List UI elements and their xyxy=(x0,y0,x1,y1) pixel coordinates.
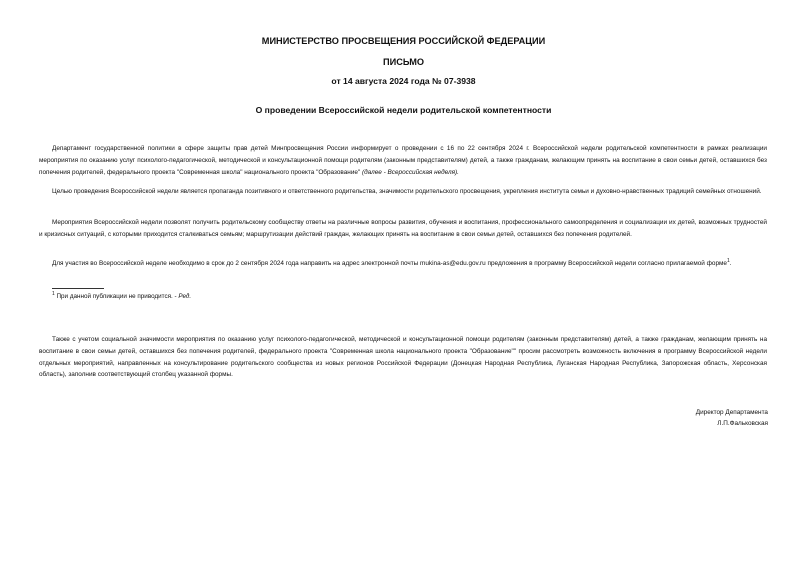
footnote-marker: 1 xyxy=(52,290,55,297)
footnote-text: При данной публикации не приводится. - xyxy=(56,293,177,300)
footnote-reference: 1 xyxy=(726,257,730,264)
footnote-divider xyxy=(52,288,104,289)
paragraph-4-end: . xyxy=(729,260,732,267)
document-subject: О проведении Всероссийской недели родительской компетентности xyxy=(255,105,552,115)
paragraph-1-text: Департамент государственной политики в сфере защиты прав детей Минпросвещения России информирует о проведении с 16 по 22 сентября 2024 г. Всероссийской недели родительской компетентности в рамках реализации мероприятия по оказанию услуг психолого-педагогической, методической и консультационной помощи родителям (законным представителям) детей, а также гражданам, желающим принять на воспитание в свои семьи детей, оставшихся без попечения родителей, федерального проекта "Современная школа" национального проекта "Образование" xyxy=(39,145,767,176)
paragraph-4-text: Для участия во Всероссийской неделе необходимо в срок до 2 сентября 2024 года направить на адрес электронной почты mukina-as@edu.gov.ru предложения в программу Всероссийской недели согласно прилагаемой форме xyxy=(52,260,727,267)
paragraph-2: Целью проведения Всероссийской недели является пропаганда позитивного и ответственного родительства, значимости родительского просвещения, укрепления института семьи и духовно-нравственных традиций семейных отношений. xyxy=(52,188,762,195)
paragraph-5: Также с учетом социальной значимости мероприятия по оказанию услуг психолого-педагогической, методической и консультационной помощи родителям (законным представителям) детей, а также гражданам, желающим принять на воспитание в свои семьи детей, оставшихся без попечения родителей, федерального проекта "Современная школа национального проекта "Образование"" просим рассмотреть возможность включения в программу Всероссийской недели отдельных мероприятий, направленных на консультирование родительского сообщества из новых регионов Российской Федерации (Донецкая Народная Республика, Луганская Народная Республика, Запорожская область, Херсонская область), заполнив соответствующий столбец указанной формы. xyxy=(39,336,767,379)
footnote xyxy=(52,292,191,302)
document-date-number: от 14 августа 2024 года № 07-3938 xyxy=(331,76,476,86)
paragraph-1 xyxy=(39,143,767,178)
document-type: ПИСЬМО xyxy=(382,57,425,67)
paragraph-3: Мероприятия Всероссийской недели позволят получить родительскому сообществу ответы на различные вопросы развития, обучения и воспитания, профессионального самоопределения и социализации их детей, возможных трудностей и кризисных ситуаций, с которыми приходится сталкиваться семьям; маршрутизации действий граждан, желающих принять на воспитание в свои семьи детей, оставшихся без попечения родителей. xyxy=(39,219,767,238)
paragraph-4 xyxy=(39,258,767,270)
ministry-heading: МИНИСТЕРСТВО ПРОСВЕЩЕНИЯ РОССИЙСКОЙ ФЕДЕРАЦИИ xyxy=(261,36,546,46)
paragraph-1-italic: (далее - Всероссийская неделя). xyxy=(362,168,459,176)
signature-name: Л.П.Фальковская xyxy=(717,420,768,427)
signature-title: Директор Департамента xyxy=(695,409,768,416)
footnote-italic: Ред. xyxy=(178,293,192,300)
